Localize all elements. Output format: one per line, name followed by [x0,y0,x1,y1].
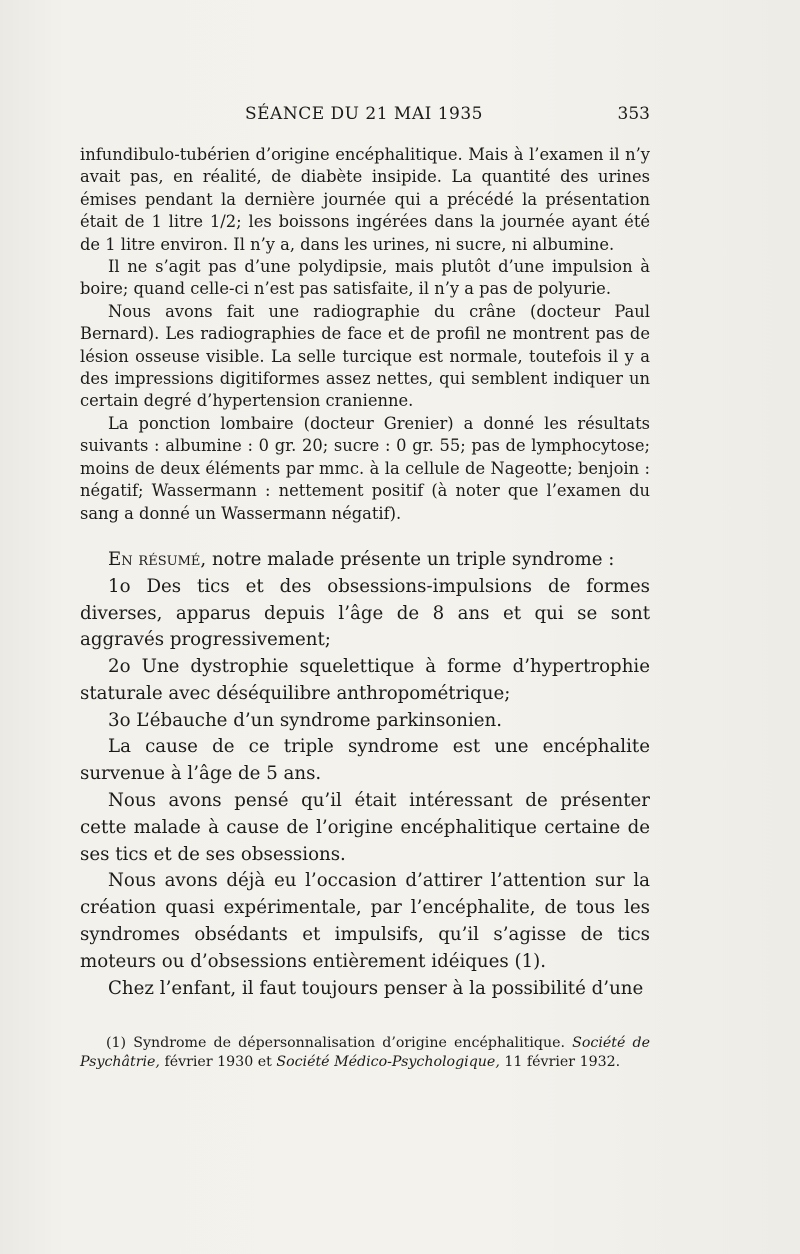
footnote-date-1: février 1930 et [159,1054,277,1070]
footnote-number: (1) [106,1035,127,1051]
paragraph-continued: infundibulo-tubérien d’origine encéphalitique. Mais à l’examen il n’y avait pas, en réalité, de diabète insipide. La quantité des urines émises pendant la dernière journée qui a précédé la présentation était de 1 litre 1/2; les boissons ingérées dans la journée ayant été de 1 litre environ. Il n’y a, dans les urines, ni sucre, ni albumine. [80,145,650,254]
paragraph-radiography: Nous avons fait une radiographie du crâne (docteur Paul Bernard). Les radiographies de face et de profil ne montrent pas de lésion osseuse visible. La selle turcique est normale, toutefois il y a des impressions digitiformes assez nettes, qui semblent indiquer un certain degré d’hypertension cranienne. [80,301,650,411]
paragraph-child: Chez l’enfant, il faut toujours penser à la possibilité d’une [108,977,644,999]
summary-lead: En résumé, [108,548,207,570]
running-head [80,104,650,130]
page-number: 353 [617,104,650,124]
footnote-title: Syndrome de dépersonnalisation d’origine encéphalitique. [126,1035,573,1051]
list-item-3: 3o L’ébauche d’un syndrome parkinsonien. [108,709,503,731]
list-item-1: 1o Des tics et des obsessions-impulsions de formes diverses, apparus depuis l’âge de 8 ans et qui se sont aggravés progressivement; [80,575,650,651]
main-text [80,144,650,1002]
paragraph-interest: Nous avons pensé qu’il était intéressant de présenter cette malade à cause de l’origine encéphalitique certaine de ses tics et de ses obsessions. [80,790,650,865]
footnote-date-2: 11 février 1932. [499,1054,621,1070]
paragraph-cause: La cause de ce triple syndrome est une encéphalite survenue à l’âge de 5 ans. [80,736,650,785]
running-title: SÉANCE DU 21 MAI 1935 [245,104,483,124]
summary-section [80,547,650,1003]
footnote-journal-1: Société de Psychâtrie, [80,1035,650,1070]
summary-rest: notre malade présente un triple syndrome : [206,548,615,570]
paragraph-polydipsia: Il ne s’agit pas d’une polydipsie, mais plutôt d’une impulsion à boire; quand celle-ci n’est pas satisfaite, il n’y a pas de polyurie. [80,257,650,299]
footnote [80,1034,650,1072]
paragraph-attention: Nous avons déjà eu l’occasion d’attirer l’attention sur la création quasi expérimentale, par l’encéphalite, de tous les syndromes obsédants et impulsifs, qu’il s’agisse de tics moteurs ou d’obsessions entièrement idéiques (1). [80,870,650,972]
paragraph-lumbar-puncture: La ponction lombaire (docteur Grenier) a donné les résultats suivants : albumine : 0 gr. 20; sucre : 0 gr. 55; pas de lymphocytose; moins de deux éléments par mmc. à la cellule de Nageotte; benjoin : négatif; Wassermann : nettement positif (à noter que l’examen du sang a donné un Wassermann négatif). [80,413,650,523]
summary-paragraph [80,547,650,574]
footnote-journal-2: Société Médico-Psychologique, [276,1054,500,1070]
list-item-2: 2o Une dystrophie squelettique à forme d’hypertrophie staturale avec déséquilibre anthropométrique; [80,656,650,704]
footnote-text [80,1034,650,1072]
